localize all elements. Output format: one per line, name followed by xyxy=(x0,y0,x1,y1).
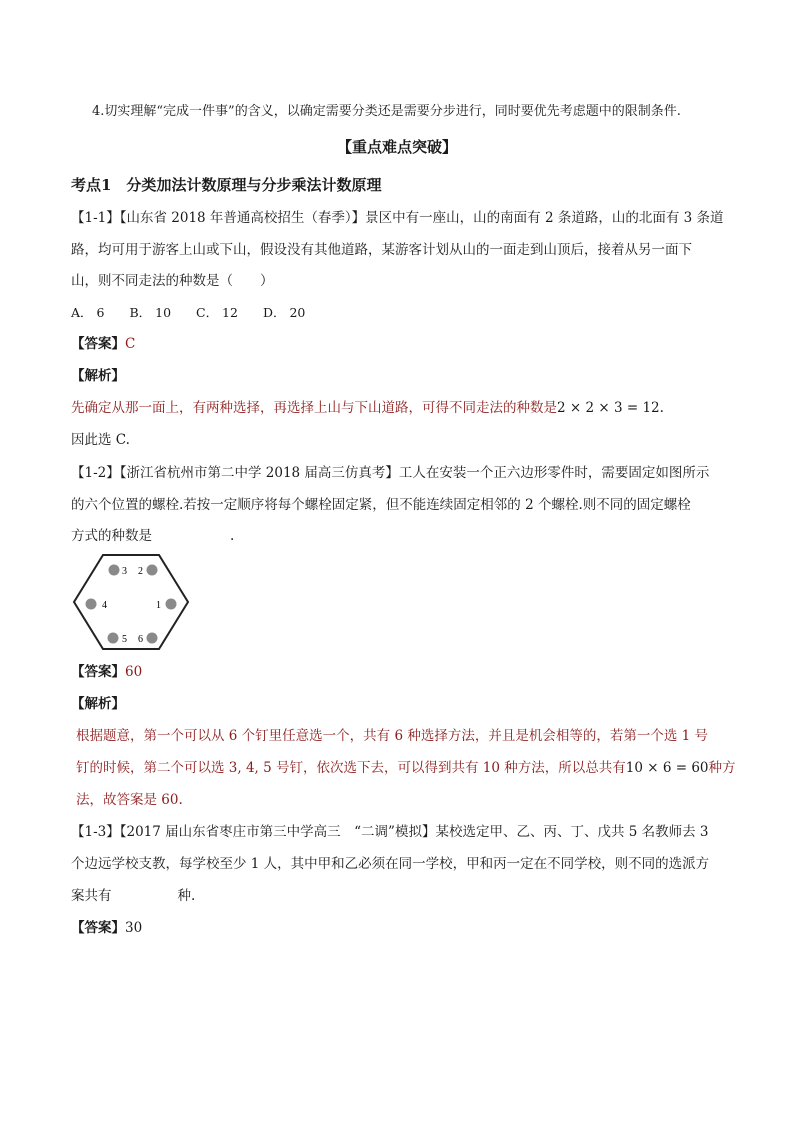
bolt-label-1: 1 xyxy=(156,600,161,611)
answer-value: C xyxy=(125,336,136,352)
q2-line3 xyxy=(71,526,234,546)
answer-value: 30 xyxy=(125,920,143,936)
bolt-label-6: 6 xyxy=(138,634,143,645)
q1-line3: 山，则不同走法的种数是（ ） xyxy=(71,273,274,289)
q3-line3-end: 种. xyxy=(177,888,196,904)
q1-analysis1-text: 先确定从那一面上，有两种选择，再选择上山与下山道路，可得不同走法的种数是 xyxy=(71,400,557,416)
answer-label: 【答案】 xyxy=(71,920,125,936)
q2-analysis2-text: 钉的时候，第二个可以选 3, 4, 5 号钉，依次选下去，可以得到共有 10 种方法，所以总共有 xyxy=(76,760,626,776)
q2-analysis2-end: 种方 xyxy=(708,760,736,776)
q1-options: A． 6 B． 10 C． 12 D． 20 xyxy=(71,305,306,320)
q1-analysis2: 因此选 C. xyxy=(71,432,130,448)
bolt-label-5: 5 xyxy=(122,634,127,645)
bolt-circle-5 xyxy=(108,633,119,644)
q2-analysis1: 根据题意，第一个可以从 6 个钉里任意选一个，共有 6 种选择方法，并且是机会相等的，若第一个选 1 号 xyxy=(76,728,709,744)
bolt-circle-6 xyxy=(147,633,158,644)
bolt-label-4: 4 xyxy=(102,600,107,611)
q3-line3 xyxy=(71,886,195,906)
intro-text: 4.切实理解“完成一件事”的含义，以确定需要分类还是需要分步进行，同时要优先考虑题中的限制条件. xyxy=(92,104,681,119)
bolt-circle-1 xyxy=(166,599,177,610)
q2-analysis3: 法，故答案是 60. xyxy=(76,792,183,808)
q3-line3-text: 案共有 xyxy=(71,888,112,904)
q2-line2: 的六个位置的螺栓.若按一定顺序将每个螺栓固定紧，但不能连续固定相邻的 2 个螺栓.则不同的固定螺栓 xyxy=(71,497,691,513)
q3-line1: 【1-3】【2017 届山东省枣庄市第三中学高三 “二调”模拟】某校选定甲、乙、丙、丁、戊共 5 名教师去 3 xyxy=(71,824,709,840)
q2-line3-end: . xyxy=(230,528,235,544)
q2-analysis2-math: 10 × 6 = 60 xyxy=(625,760,709,776)
q3-line2: 个边远学校支教，每学校至少 1 人，其中甲和乙必须在同一学校，甲和丙一定在不同学校，则不同的选派方 xyxy=(71,856,710,872)
section-title: 【重点难点突破】 xyxy=(336,138,457,156)
bolt-circle-2 xyxy=(147,565,158,576)
q1-answer xyxy=(71,334,135,354)
q2-analysis2 xyxy=(76,758,736,778)
q2-analysis-label: 【解析】 xyxy=(71,696,125,712)
kaodian-heading: 考点1 分类加法计数原理与分步乘法计数原理 xyxy=(71,176,382,194)
answer-label: 【答案】 xyxy=(71,664,125,680)
q1-line2: 路，均可用于游客上山或下山，假设没有其他道路，某游客计划从山的一面走到山顶后，接着从另一面下 xyxy=(71,242,692,258)
q2-line1: 【1-2】【浙江省杭州市第二中学 2018 届高三仿真考】工人在安装一个正六边形零件时，需要固定如图所示 xyxy=(71,465,710,481)
bolt-circle-4 xyxy=(86,599,97,610)
q3-answer xyxy=(71,918,142,938)
q1-analysis1-math: 2 × 2 × 3 = 12. xyxy=(557,400,664,416)
bolt-label-3: 3 xyxy=(122,566,127,577)
answer-value: 60 xyxy=(125,664,143,680)
q2-answer xyxy=(71,662,142,682)
hexagon-bolt-figure xyxy=(72,552,190,652)
q1-analysis1 xyxy=(71,398,664,418)
bolt-label-2: 2 xyxy=(138,566,143,577)
q2-line3-text: 方式的种数是 xyxy=(71,528,152,544)
bolt-circle-3 xyxy=(109,565,120,576)
answer-label: 【答案】 xyxy=(71,336,125,352)
q1-analysis-label: 【解析】 xyxy=(71,368,125,384)
q1-line1: 【1-1】【山东省 2018 年普通高校招生（春季）】景区中有一座山，山的南面有 2 条道路，山的北面有 3 条道 xyxy=(71,210,724,226)
